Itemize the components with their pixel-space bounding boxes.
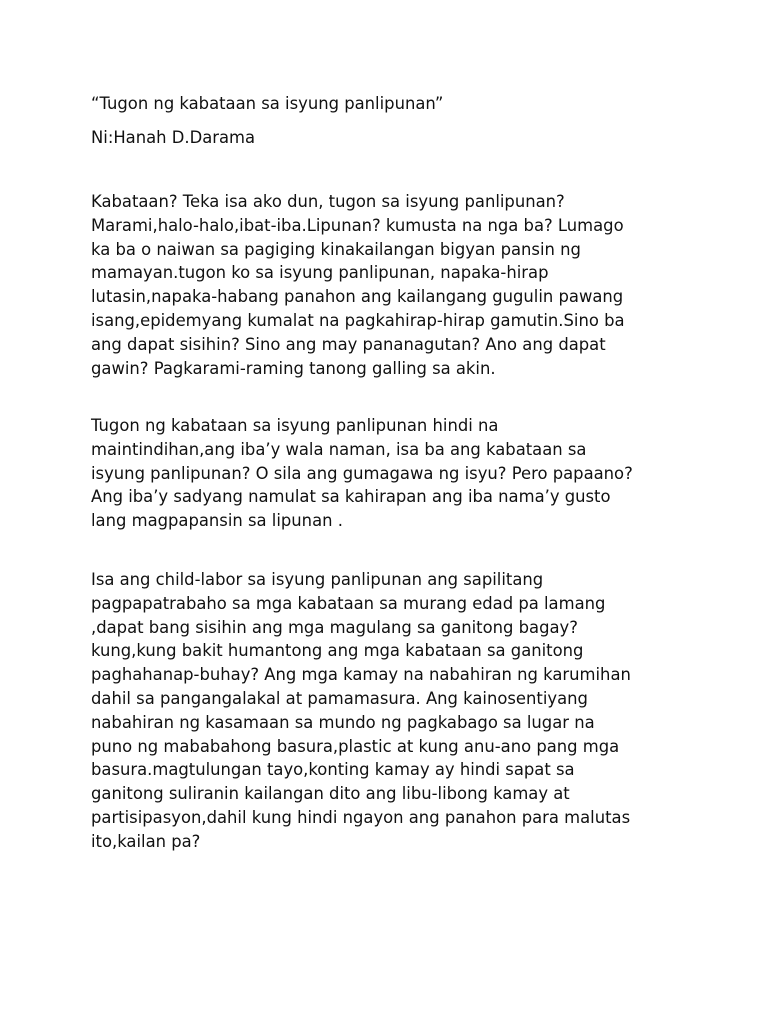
paragraph-line: ito,kailan pa? <box>91 831 201 851</box>
paragraph-line: isang,epidemyang kumalat na pagkahirap-hirap gamutin.Sino ba <box>91 311 625 330</box>
paragraph-line: Ang iba’y sadyang namulat sa kahirapan ang iba nama’y gusto <box>91 487 611 507</box>
paragraph-line: Kabataan? Teka isa ako dun, tugon sa isyung panlipunan? <box>91 192 565 211</box>
paragraph-line: partisipasyon,dahil kung hindi ngayon ang panahon para malutas <box>91 808 631 827</box>
paragraph-line: ka ba o naiwan sa pagiging kinakailangan bigyan pansin ng <box>91 239 581 259</box>
document-title: “Tugon ng kabataan sa isyung panlipunan” <box>91 94 444 113</box>
paragraph-line: paghahanap-buhay? Ang mga kamay na nabahiran ng karumihan <box>91 665 631 685</box>
paragraph-line: Tugon ng kabataan sa isyung panlipunan hindi na <box>91 416 499 435</box>
document-author: Ni:Hanah D.Darama <box>91 128 256 147</box>
paragraph-line: dahil sa pangangalakal at pamamasura. Ang kainosentiyang <box>91 689 588 708</box>
paragraph-line: Isa ang child-labor sa isyung panlipunan ang sapilitang <box>91 570 544 589</box>
paragraph-line: ,dapat bang sisihin ang mga magulang sa ganitong bagay? <box>91 617 578 637</box>
paragraph-line: kung,kung bakit humantong ang mga kabataan sa ganitong <box>91 641 584 661</box>
paragraph-line: lang magpapansin sa lipunan . <box>91 511 343 531</box>
paragraph-line: Marami,halo-halo,ibat-iba.Lipunan? kumusta na nga ba? Lumago <box>91 215 624 235</box>
paragraph-line: nabahiran ng kasamaan sa mundo ng pagkabago sa lugar na <box>91 712 595 732</box>
paragraph-line: ganitong suliranin kailangan dito ang libu-libong kamay at <box>91 784 570 804</box>
paragraph-line: isyung panlipunan? O sila ang gumagawa ng isyu? Pero papaano? <box>91 463 633 483</box>
paragraph-line: maintindihan,ang iba’y wala naman, isa ba ang kabataan sa <box>91 439 587 459</box>
paragraph-line: lutasin,napaka-habang panahon ang kailangang gugulin pawang <box>91 287 624 307</box>
paragraph-line: pagpapatrabaho sa mga kabataan sa murang edad pa lamang <box>91 593 606 613</box>
paragraph-line: basura.magtulungan tayo,konting kamay ay hindi sapat sa <box>91 760 575 780</box>
paragraph-line: puno ng mababahong basura,plastic at kung anu-ano pang mga <box>91 736 620 756</box>
paragraph-line: mamayan.tugon ko sa isyung panlipunan, napaka-hirap <box>91 263 549 283</box>
paragraph-line: ang dapat sisihin? Sino ang may pananagutan? Ano ang dapat <box>91 334 606 354</box>
paragraph-line: gawin? Pagkarami-raming tanong galling sa akin. <box>91 358 496 378</box>
